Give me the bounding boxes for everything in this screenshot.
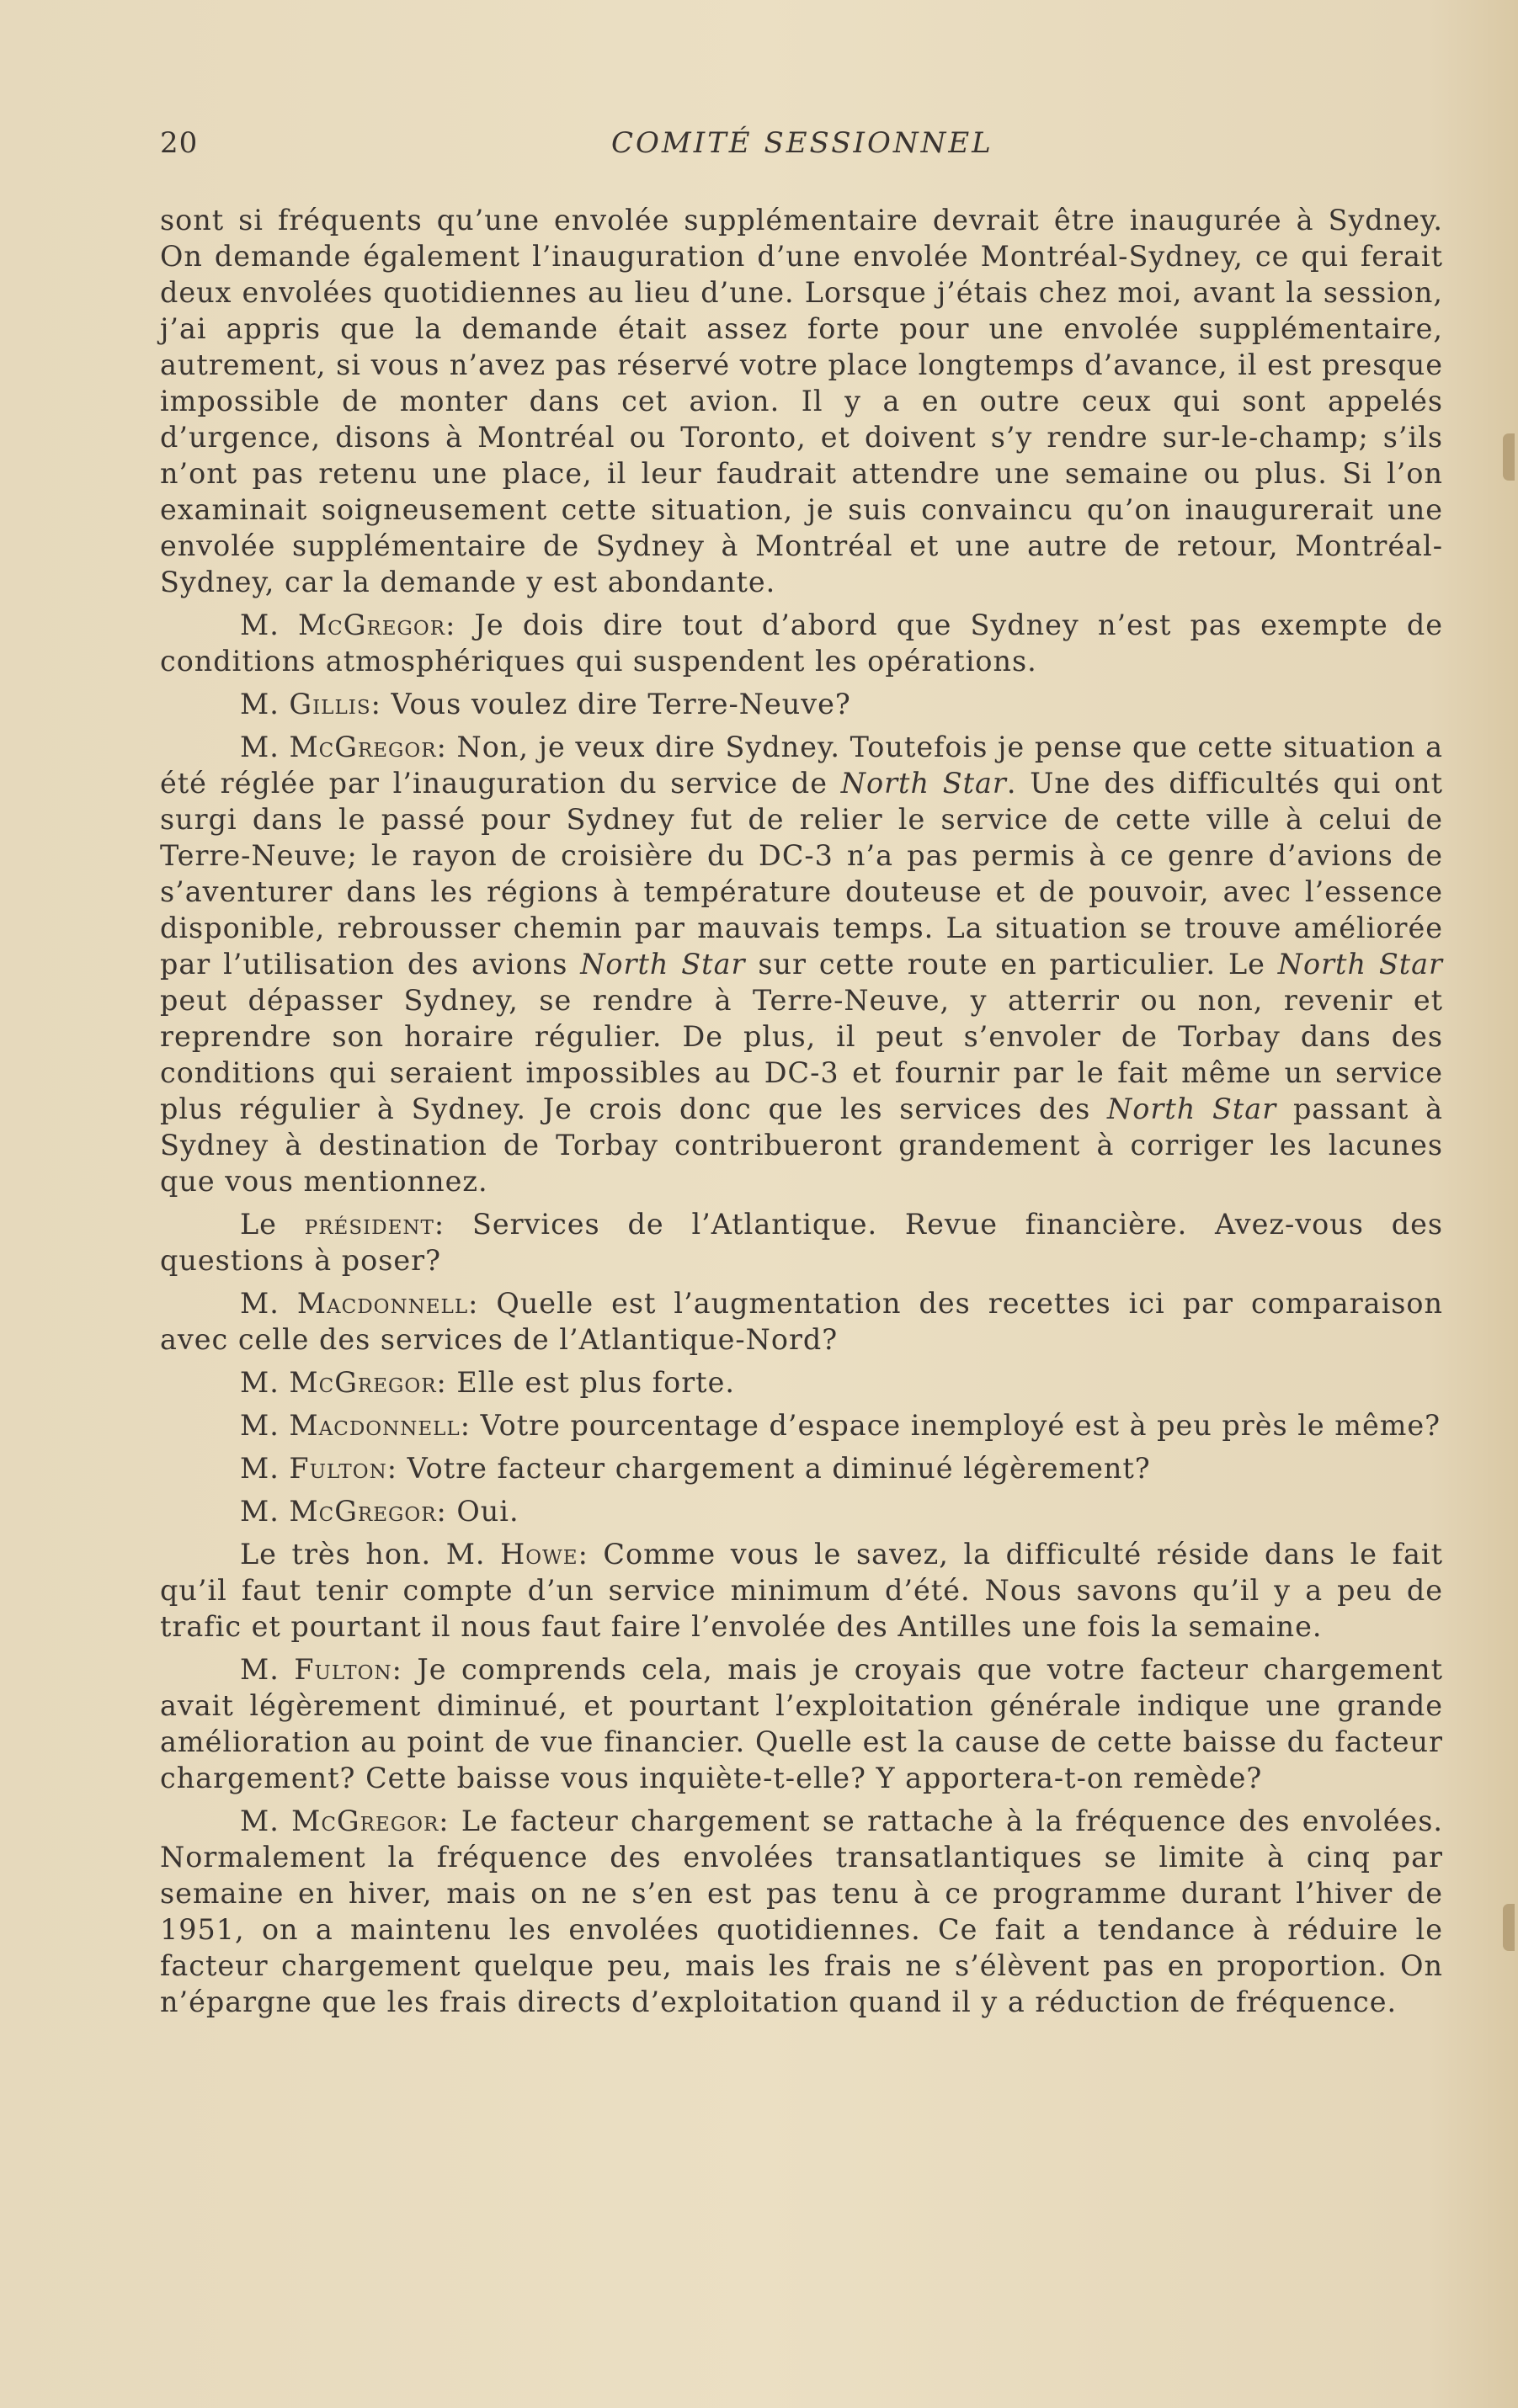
text-run: : Comme vous le savez, la difficulté réside dans le fait qu’il faut tenir compte d’un service minimum d’été. Nous savons qu’il y a peu de trafic et pourtant il nous faut faire l’envolée des Antilles une fois la semaine. bbox=[160, 1538, 1443, 1643]
paragraph bbox=[160, 1536, 1443, 1645]
text-run: M. bbox=[240, 609, 298, 641]
paragraph bbox=[160, 1364, 1443, 1401]
text-run: passant à Sydney à destination de Torbay contribueront grandement à corriger les lacunes que vous mentionnez. bbox=[160, 1092, 1443, 1198]
running-title: COMITÉ SESSIONNEL bbox=[611, 126, 993, 160]
paragraph bbox=[160, 1651, 1443, 1796]
speaker-name: McGregor bbox=[289, 731, 437, 763]
text-run: : Services de l’Atlantique. Revue financière. Avez-vous des questions à poser? bbox=[160, 1208, 1443, 1277]
binding-mark bbox=[1503, 433, 1515, 481]
paragraph bbox=[160, 1285, 1443, 1358]
speaker-name: Macdonnell bbox=[289, 1409, 461, 1442]
text-run: M. bbox=[240, 731, 290, 763]
speaker-name: McGregor bbox=[297, 609, 446, 641]
text-run: : Elle est plus forte. bbox=[436, 1366, 735, 1399]
paragraph bbox=[160, 1803, 1443, 2020]
text-run: : Je dois dire tout d’abord que Sydney n’est pas exempte de conditions atmosphériques qui suspendent les opérations. bbox=[160, 609, 1444, 678]
italic-term: North Star bbox=[840, 767, 1007, 800]
text-run: peut dépasser Sydney, se rendre à Terre-Neuve, y atterrir ou non, revenir et reprendre son horaire régulier. De plus, il peut s’envoler de Torbay dans des conditions qui seraient impossibles au DC-3 et fournir par le fait même un service plus régulier à Sydney. Je crois donc que les services des bbox=[160, 984, 1443, 1125]
text-run: M. bbox=[240, 688, 290, 720]
text-run: : Votre pourcentage d’espace inemployé est à peu près le même? bbox=[460, 1409, 1441, 1442]
paragraph bbox=[160, 1493, 1443, 1529]
text-run: M. bbox=[240, 1653, 295, 1686]
page-header bbox=[160, 126, 1448, 168]
body-text bbox=[160, 202, 1443, 2027]
text-run: M. bbox=[240, 1452, 290, 1485]
speaker-name: McGregor bbox=[289, 1366, 437, 1399]
speaker-name: Fulton bbox=[294, 1653, 392, 1686]
paragraph bbox=[160, 607, 1443, 679]
text-run: M. bbox=[240, 1805, 292, 1837]
italic-term: North Star bbox=[1107, 1092, 1277, 1125]
paragraph-continued bbox=[160, 202, 1443, 600]
text-run: M. bbox=[240, 1409, 290, 1442]
speaker-name: Howe bbox=[500, 1538, 578, 1571]
speaker-name: McGregor bbox=[291, 1805, 439, 1837]
italic-term: North Star bbox=[580, 948, 746, 981]
text-run: : Le facteur chargement se rattache à la fréquence des envolées. Normalement la fréquence des envolées transatlantiques se limite à cinq par semaine en hiver, mais on ne s’en est pas tenu à ce programme durant l’hiver de 1951, on a maintenu les envolées quotidiennes. Ce fait a tendance à réduire le facteur chargement quelque peu, mais les frais ne s’élèvent pas en proportion. On n’épargne que les frais directs d’exploitation quand il y a réduction de fréquence. bbox=[160, 1805, 1443, 2018]
paragraph bbox=[160, 1407, 1443, 1443]
speaker-name: Fulton bbox=[289, 1452, 387, 1485]
text-run: : Votre facteur chargement a diminué légèrement? bbox=[386, 1452, 1151, 1485]
paragraph bbox=[160, 1450, 1443, 1486]
page-number: 20 bbox=[160, 126, 199, 160]
text-run: M. bbox=[240, 1366, 290, 1399]
speaker-name: McGregor bbox=[289, 1495, 437, 1528]
text-run: : Quelle est l’augmentation des recettes ici par comparaison avec celle des services de l’Atlantique-Nord? bbox=[160, 1287, 1443, 1356]
text-run: . Une des difficultés qui ont surgi dans le passé pour Sydney fut de relier le service de cette ville à celui de Terre-Neuve; le rayon de croisière du DC-3 n’a pas permis à ce genre d’avions de s’aventurer dans les régions à température douteuse et de pouvoir, avec l’essence disponible, rebrousser chemin par mauvais temps. La situation se trouve améliorée par l’utilisation des avions bbox=[160, 767, 1443, 981]
paragraph bbox=[160, 686, 1443, 722]
italic-term: North Star bbox=[1277, 948, 1444, 981]
paragraph bbox=[160, 1206, 1443, 1278]
text-run: : Je comprends cela, mais je croyais que votre facteur chargement avait légèrement diminué, et pourtant l’exploitation générale indique une grande amélioration au point de vue financier. Quelle est la cause de cette baisse du facteur chargement? Cette baisse vous inquiète-t-elle? Y apportera-t-on remède? bbox=[160, 1653, 1443, 1794]
speaker-name: Macdonnell bbox=[296, 1287, 469, 1320]
text-run: Le très hon. M. bbox=[240, 1538, 501, 1571]
text-run: sur cette route en particulier. Le bbox=[745, 948, 1278, 981]
text-run: : Non, je veux dire Sydney. Toutefois je pense que cette situation a été réglée par l’inauguration du service de bbox=[160, 731, 1444, 800]
speaker-name: président bbox=[304, 1208, 434, 1241]
speaker-name: Gillis bbox=[289, 688, 371, 720]
text-run: M. bbox=[240, 1495, 290, 1528]
text-run: : Oui. bbox=[436, 1495, 519, 1528]
binding-mark bbox=[1503, 1904, 1515, 1951]
paragraph bbox=[160, 729, 1443, 1199]
text-run: sont si fréquents qu’une envolée supplémentaire devrait être inaugurée à Sydney. On demande également l’inauguration d’une envolée Montréal-Sydney, ce qui ferait deux envolées quotidiennes au lieu d’une. Lorsque j’étais chez moi, avant la session, j’ai appris que la demande était assez forte pour une envolée supplémentaire, autrement, si vous n’avez pas réservé votre place longtemps d’avance, il est presque impossible de monter dans cet avion. Il y a en outre ceux qui sont appelés d’urgence, disons à Montréal ou Toronto, et doivent s’y rendre sur-le-champ; s’ils n’ont pas retenu une place, il leur faudrait attendre une semaine ou plus. Si l’on examinait soigneusement cette situation, je suis convaincu qu’on inaugurerait une envolée supplémentaire de Sydney à Montréal et une autre de retour, Montréal-Sydney, car la demande y est abondante. bbox=[160, 204, 1443, 598]
text-run: M. bbox=[240, 1287, 297, 1320]
text-run: Le bbox=[240, 1208, 305, 1241]
text-run: : Vous voulez dire Terre-Neuve? bbox=[370, 688, 851, 720]
